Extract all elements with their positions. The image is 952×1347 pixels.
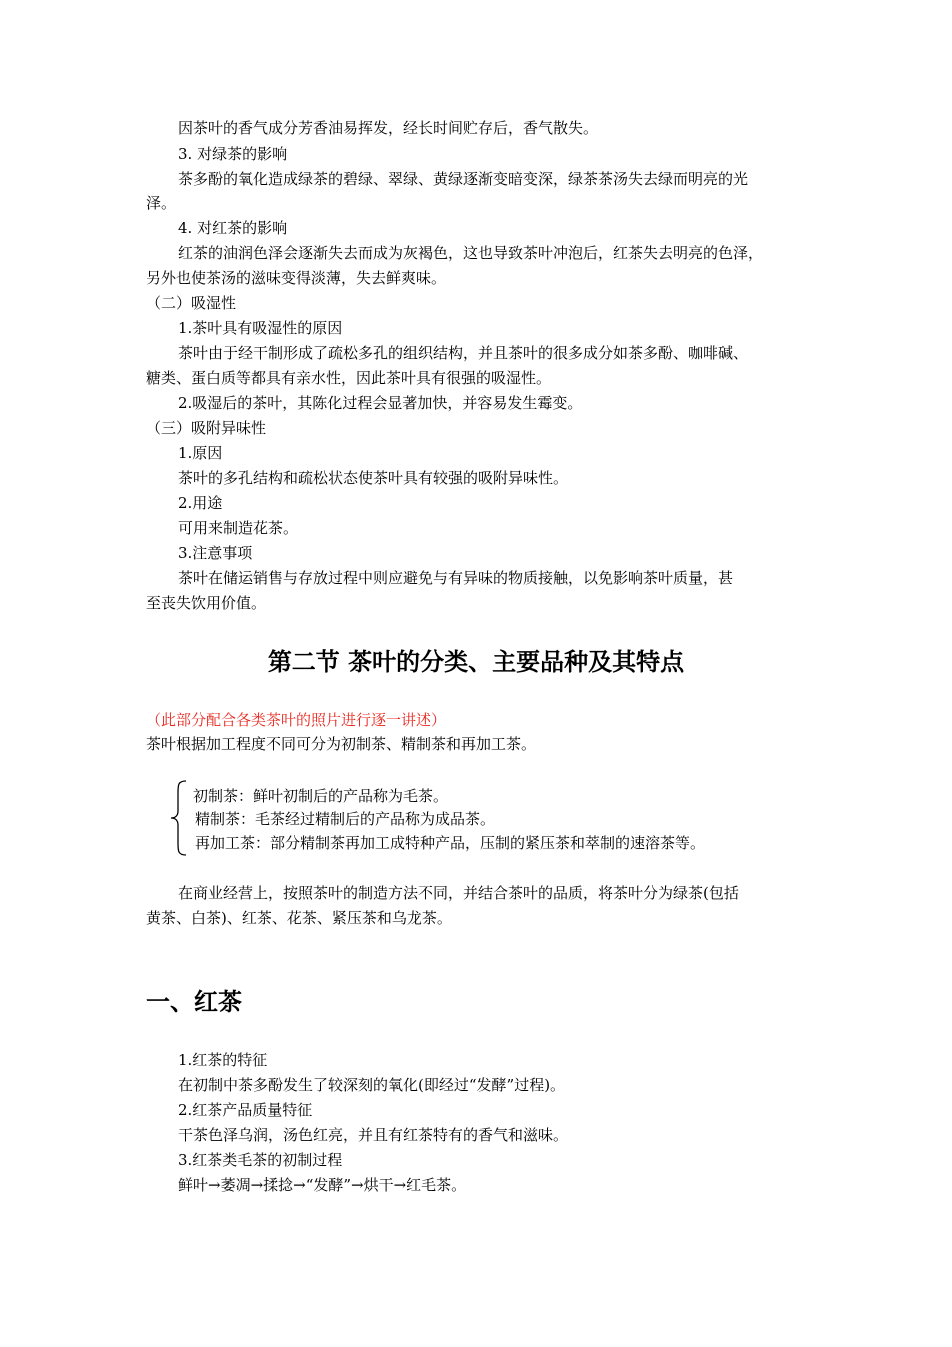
text-line: 另外也使茶汤的滋味变得淡薄，失去鲜爽味。 [146,269,447,287]
text-line: 黄茶、白茶)、红茶、花茶、紧压茶和乌龙茶。 [146,909,452,927]
class-item: 初制茶：鲜叶初制后的产品称为毛茶。 [193,787,449,805]
text-line: 1.原因 [178,444,223,462]
text-line: 因茶叶的香气成分芳香油易挥发，经长时间贮存后，香气散失。 [178,119,599,137]
heading-black-tea: 一、红茶 [146,988,242,1016]
subheading: （二）吸湿性 [146,294,237,312]
text-line: 茶多酚的氧化造成绿茶的碧绿、翠绿、黄绿逐渐变暗变深，绿茶茶汤失去绿而明亮的光 [178,170,749,188]
text-line: 1.茶叶具有吸湿性的原因 [178,319,343,337]
text-line: 1.红茶的特征 [178,1051,268,1069]
text-line: 3.红茶类毛茶的初制过程 [178,1151,343,1169]
text-line: 糖类、蛋白质等都具有亲水性，因此茶叶具有很强的吸湿性。 [146,369,552,387]
class-item: 精制茶：毛茶经过精制后的产品称为成品茶。 [195,810,496,828]
text-line: 泽。 [146,194,177,212]
subheading: （三）吸附异味性 [146,419,267,437]
text-line: 3.注意事项 [178,544,253,562]
text-line: 茶叶由于经干制形成了疏松多孔的组织结构，并且茶叶的很多成分如茶多酚、咖啡碱、 [178,344,749,362]
class-item: 再加工茶：部分精制茶再加工成特种产品，压制的紧压茶和萃制的速溶茶等。 [195,834,706,852]
intro-line: 茶叶根据加工程度不同可分为初制茶、精制茶和再加工茶。 [146,735,537,753]
text-line: 茶叶的多孔结构和疏松状态使茶叶具有较强的吸附异味性。 [178,469,569,487]
brace-icon [168,779,190,857]
text-line: 3. 对绿茶的影响 [178,145,288,163]
text-line: 在初制中茶多酚发生了较深刻的氧化(即经过“发酵”过程)。 [178,1076,566,1094]
text-line: 茶叶在储运销售与存放过程中则应避免与有异味的物质接触，以免影响茶叶质量，甚 [178,569,734,587]
text-line: 可用来制造花茶。 [178,519,299,537]
text-line: 2.用途 [178,494,223,512]
text-line: 2.吸湿后的茶叶，其陈化过程会显著加快，并容易发生霉变。 [178,394,583,412]
text-line: 鲜叶→萎凋→揉捻→“发酵”→烘干→红毛茶。 [178,1176,467,1194]
text-line: 4. 对红茶的影响 [178,219,288,237]
section-title: 第二节 茶叶的分类、主要品种及其特点 [267,648,685,676]
text-line: 在商业经营上，按照茶叶的制造方法不同，并结合茶叶的品质，将茶叶分为绿茶(包括 [178,884,739,902]
text-line: 红茶的油润色泽会逐渐失去而成为灰褐色，这也导致茶叶冲泡后，红茶失去明亮的色泽， [178,244,764,262]
text-line: 干茶色泽乌润，汤色红亮，并且有红茶特有的香气和滋味。 [178,1126,569,1144]
text-line: 2.红茶产品质量特征 [178,1101,313,1119]
note-line: （此部分配合各类茶叶的照片进行逐一讲述） [146,711,447,729]
text-line: 至丧失饮用价值。 [146,594,267,612]
